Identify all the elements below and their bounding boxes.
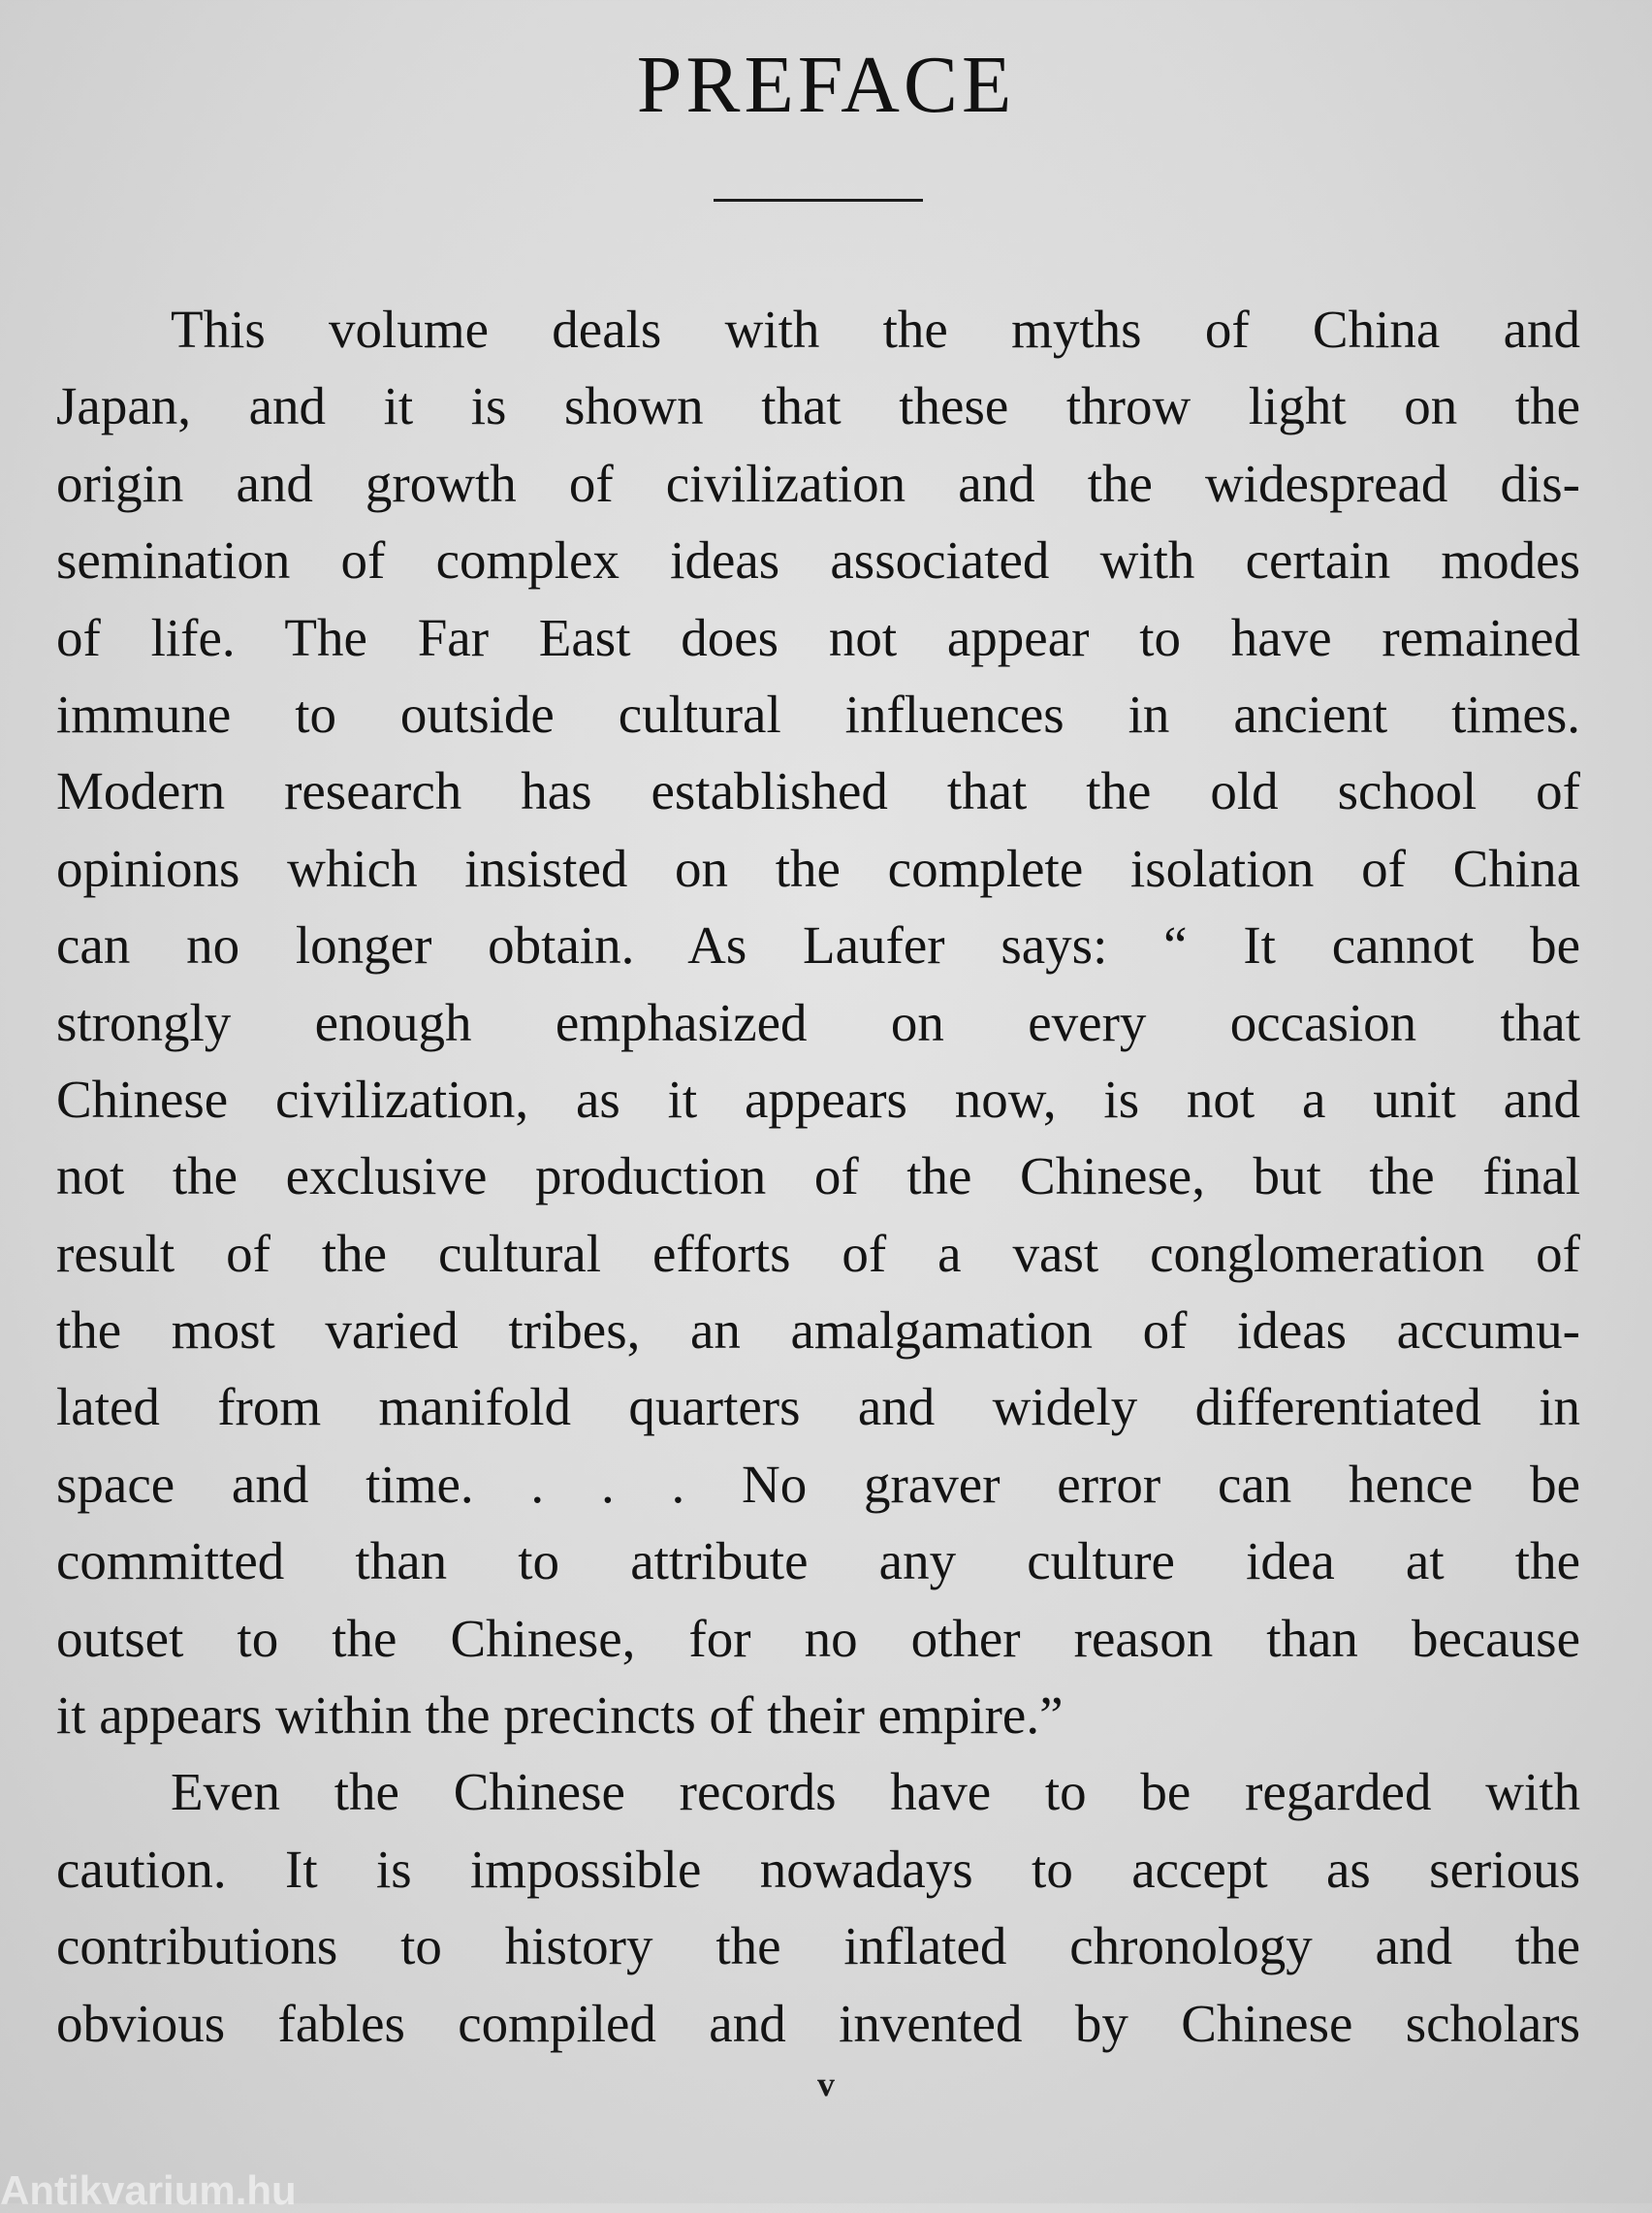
text-line: committed than to attribute any culture idea at the <box>56 1531 1580 1591</box>
text-line: outset to the Chinese, for no other reason than because <box>56 1608 1580 1668</box>
text-line: opinions which insisted on the complete isolation of China <box>56 838 1580 898</box>
watermark: Antikvarium.hu <box>0 2167 297 2213</box>
text-line: obvious fables compiled and invented by Chinese scholars <box>56 1993 1580 2053</box>
text-line: it appears within the precincts of their empire.” <box>56 1685 1064 1746</box>
text-line: origin and growth of civilization and the widespread dis- <box>56 453 1580 513</box>
text-line: not the exclusive production of the Chinese, but the final <box>56 1146 1580 1206</box>
text-line: immune to outside cultural influences in ancient times. <box>56 684 1580 744</box>
text-line: This volume deals with the myths of China and <box>171 300 1580 359</box>
text-line: can no longer obtain. As Laufer says: “ It cannot be <box>56 915 1580 976</box>
preface-body <box>56 291 1580 2062</box>
text-line: caution. It is impossible nowadays to accept as serious <box>56 1839 1580 1899</box>
text-line: Chinese civilization, as it appears now, is not a unit and <box>56 1069 1580 1129</box>
text-line: the most varied tribes, an amalgamation of ideas accumu- <box>56 1300 1580 1361</box>
page-number: v <box>817 2065 835 2103</box>
page-title: PREFACE <box>636 40 1016 130</box>
text-line: of life. The Far East does not appear to have remained <box>56 607 1580 667</box>
text-line: Modern research has established that the old school of <box>56 761 1580 821</box>
text-line: strongly enough emphasized on every occasion that <box>56 992 1580 1052</box>
title-rule <box>714 199 923 202</box>
text-line: contributions to history the inflated chronology and the <box>56 1916 1580 1976</box>
text-line: result of the cultural efforts of a vast conglomeration of <box>56 1223 1580 1283</box>
text-line: lated from manifold quarters and widely differentiated in <box>56 1377 1580 1437</box>
text-line: space and time. . . . No graver error can hence be <box>56 1454 1580 1514</box>
text-line: semination of complex ideas associated with certain modes <box>56 530 1580 591</box>
text-line: Even the Chinese records have to be regarded with <box>171 1762 1580 1822</box>
text-line: Japan, and it is shown that these throw light on the <box>56 376 1580 436</box>
